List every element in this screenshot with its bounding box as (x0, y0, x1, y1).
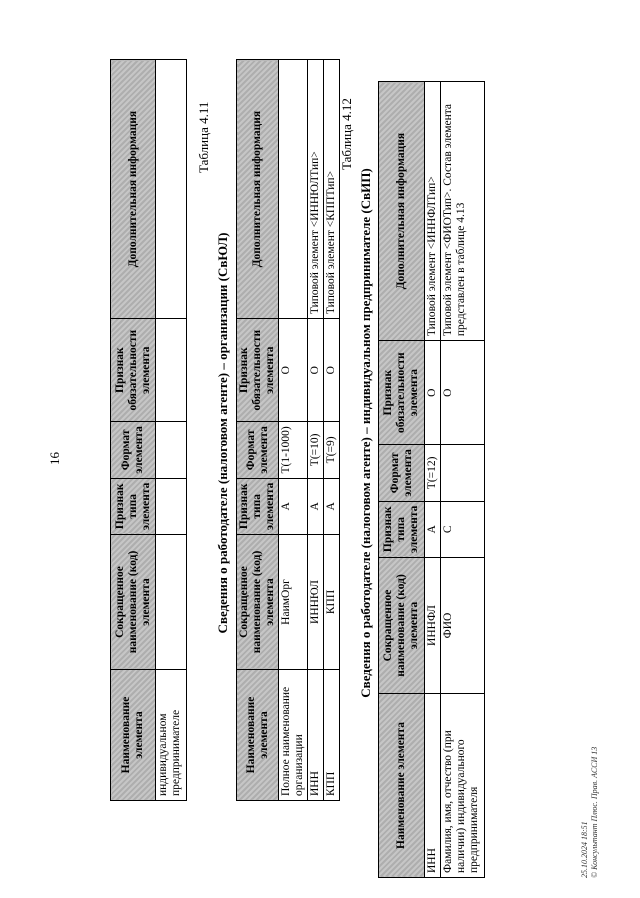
table-4-11-caption: Таблица 4.11 (196, 101, 211, 173)
table-cell: A (324, 478, 340, 534)
table-header-row (111, 60, 156, 801)
table-cell: T(=10) (308, 422, 324, 478)
table-cell: ИНН (308, 670, 324, 801)
table-cell: НаимОрг (279, 535, 308, 670)
table-row (156, 60, 187, 801)
page-number: 16 (47, 452, 62, 465)
header-cell: Признак типа элемента (237, 478, 279, 534)
table-cell (156, 478, 187, 534)
table-row (425, 82, 441, 878)
header-cell: Признак обязательности элемента (379, 341, 425, 445)
table-cell: Типовой элемент <ИННФЛТип> (425, 82, 441, 341)
table-row (324, 60, 340, 801)
table-cell (156, 319, 187, 422)
table-cell: ФИО (441, 558, 485, 694)
table-cell: ИНН (425, 694, 441, 878)
header-cell: Наименование элемента (379, 694, 425, 878)
header-cell: Наименование элемента (111, 670, 156, 801)
header-cell: Признак типа элемента (379, 501, 425, 557)
header-cell: Сокращенное наименование (код) элемента (237, 535, 279, 670)
table-4-11-title: Сведения о работодателе (налоговом агенте) – организации (СвЮЛ) (215, 232, 230, 634)
table-cell: O (441, 341, 485, 445)
table-cell (156, 60, 187, 319)
table-4-12-title: Сведения о работодателе (налоговом агенте) – индивидуальном предпринимателе (СвИП) (358, 168, 373, 698)
table-4-11 (236, 59, 340, 801)
table-cell: КПП (324, 535, 340, 670)
header-cell: Дополнительная информация (379, 82, 425, 341)
print-stamp (580, 747, 600, 878)
table-cell: ИННФЛ (425, 558, 441, 694)
table-cell: O (279, 319, 308, 422)
table-cell: A (308, 478, 324, 534)
header-cell: Формат элемента (379, 445, 425, 501)
table-cell: индивидуальном предпринимателе (156, 670, 187, 801)
table-cell: Полное наименование организации (279, 670, 308, 801)
table-row (279, 60, 308, 801)
table-cell: O (425, 341, 441, 445)
table-cell (279, 60, 308, 319)
table-cell: Типовой элемент <ИННЮЛТип> (308, 60, 324, 319)
table-cell: T(=12) (425, 445, 441, 501)
table-header-row (237, 60, 279, 801)
header-cell: Дополнительная информация (111, 60, 156, 319)
header-cell: Признак обязательности элемента (237, 319, 279, 422)
header-cell: Дополнительная информация (237, 60, 279, 319)
table-cell: A (279, 478, 308, 534)
table-cell: O (308, 319, 324, 422)
table-cell (156, 535, 187, 670)
header-cell: Формат элемента (237, 422, 279, 478)
table-cell (156, 422, 187, 478)
table-cell: ИННЮЛ (308, 535, 324, 670)
table-row (441, 82, 485, 878)
header-cell: Сокращенное наименование (код) элемента (111, 535, 156, 670)
stamp-date: 25.10.2024 18:51 (580, 821, 589, 878)
table-header-row (379, 82, 425, 878)
table-cell: A (425, 501, 441, 557)
table-cell (441, 445, 485, 501)
table-cell: T(1-1000) (279, 422, 308, 478)
table-cell: Типовой элемент <ФИОТип>. Состав элемента представлен в таблице 4.13 (441, 82, 485, 341)
table-row (308, 60, 324, 801)
header-cell: Формат элемента (111, 422, 156, 478)
header-cell: Сокращенное наименование (код) элемента (379, 558, 425, 694)
table-cell: Типовой элемент <КППТип> (324, 60, 340, 319)
table-cell: C (441, 501, 485, 557)
table-4-12-caption: Таблица 4.12 (339, 98, 354, 170)
header-cell: Наименование элемента (237, 670, 279, 801)
top-table (110, 59, 187, 801)
table-4-12 (378, 81, 485, 878)
header-cell: Признак обязательности элемента (111, 319, 156, 422)
table-cell: O (324, 319, 340, 422)
table-cell: Фамилия, имя, отчество (при наличии) индивидуального предпринимателя (441, 694, 485, 878)
header-cell: Признак типа элемента (111, 478, 156, 534)
table-cell: T(=9) (324, 422, 340, 478)
stamp-source: © Консультант Плюс. Прав. АССИ 13 (590, 746, 599, 878)
table-cell: КПП (324, 670, 340, 801)
